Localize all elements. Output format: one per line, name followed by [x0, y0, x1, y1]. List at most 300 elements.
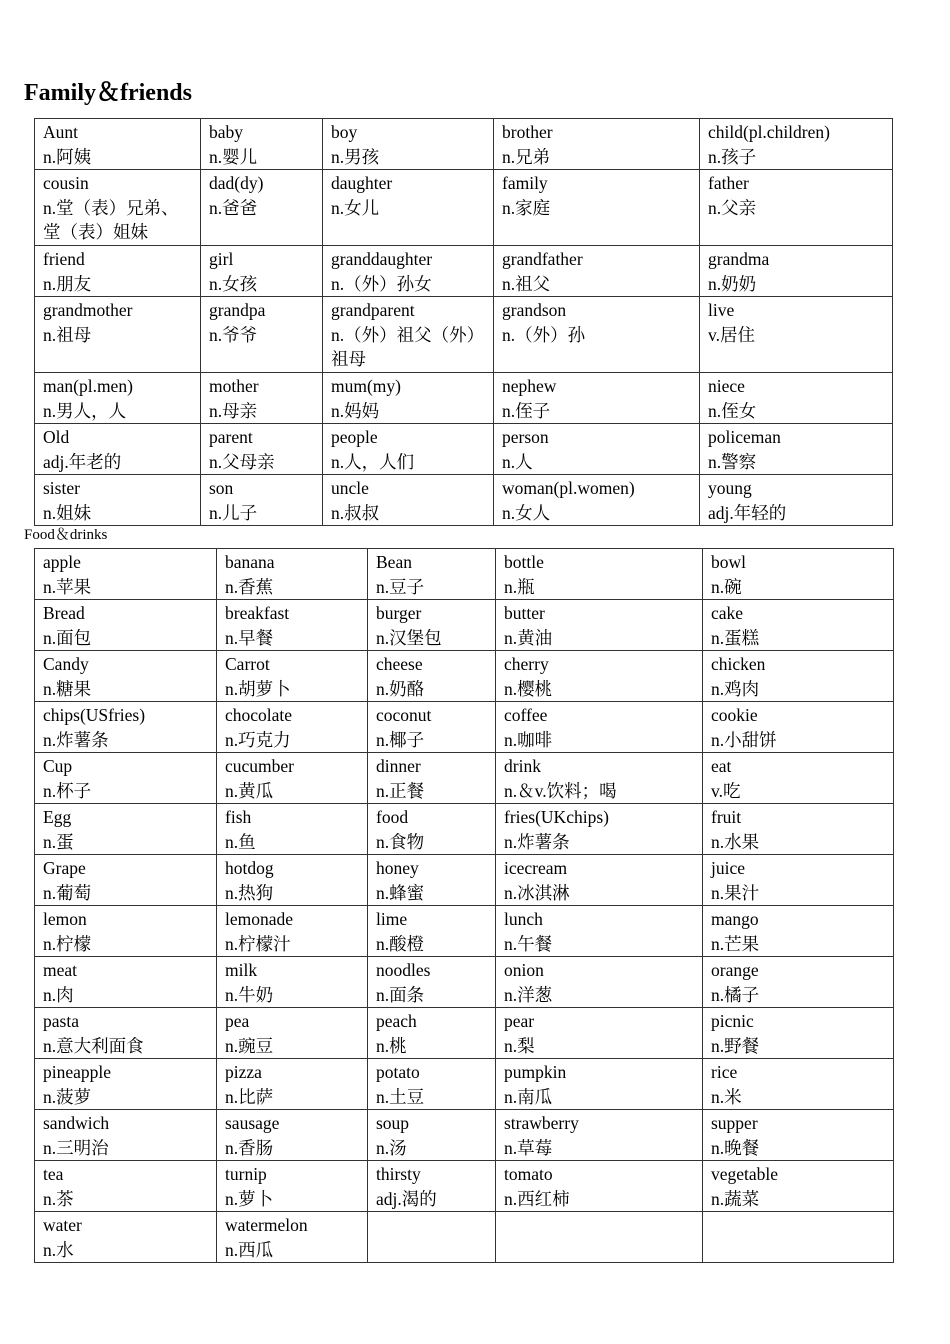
vocab-word: Cup [43, 756, 73, 776]
vocab-cell [217, 855, 368, 906]
vocab-word: honey [376, 858, 419, 878]
vocab-meaning: n.土豆 [376, 1086, 425, 1107]
food-section-title: Food＆drinks [24, 527, 108, 543]
vocab-meaning: n.米 [711, 1086, 742, 1107]
vocab-meaning: n.芒果 [711, 933, 760, 954]
vocab-meaning: n.黄油 [504, 627, 553, 648]
vocab-word: supper [711, 1113, 758, 1133]
vocab-meaning: n.阿姨 [43, 146, 92, 167]
table-row [35, 475, 893, 526]
vocab-cell [217, 651, 368, 702]
vocab-word: Old [43, 427, 70, 447]
vocab-word: mango [711, 909, 759, 929]
vocab-word: tomato [504, 1164, 553, 1184]
vocab-cell [217, 906, 368, 957]
vocab-meaning: n.（外）孙女 [331, 273, 432, 294]
vocab-meaning: n.肉 [43, 984, 74, 1005]
vocab-cell [35, 1110, 217, 1161]
vocab-meaning: n.酸橙 [376, 933, 425, 954]
vocab-meaning: n.儿子 [209, 502, 258, 523]
vocab-cell [703, 1008, 894, 1059]
table-row [35, 855, 894, 906]
vocab-meaning: adj.渴的 [376, 1188, 437, 1209]
family-section-title: Family＆friends [24, 80, 192, 106]
vocab-meaning: n.侄子 [502, 400, 551, 421]
vocab-meaning: n.父亲 [708, 197, 757, 218]
vocab-meaning: n.（外）祖父（外）祖母 [331, 324, 485, 369]
vocab-cell [35, 246, 201, 297]
vocab-meaning: n.苹果 [43, 576, 92, 597]
vocab-cell [703, 651, 894, 702]
vocab-word: coconut [376, 705, 432, 725]
vocab-meaning: n.蔬菜 [711, 1188, 760, 1209]
vocab-meaning: n.碗 [711, 576, 742, 597]
vocab-cell [201, 373, 323, 424]
vocab-cell [496, 1008, 703, 1059]
vocab-word: person [502, 427, 549, 447]
vocab-meaning: n.三明治 [43, 1137, 109, 1158]
vocab-word: live [708, 300, 735, 320]
vocab-cell [703, 753, 894, 804]
vocab-meaning: n.爷爷 [209, 324, 258, 345]
vocab-meaning: n.柠檬汁 [225, 933, 291, 954]
vocab-cell [368, 1110, 496, 1161]
vocab-cell [323, 170, 494, 246]
vocab-word: Bean [376, 552, 412, 572]
vocab-meaning: n.草莓 [504, 1137, 553, 1158]
vocab-meaning: n.正餐 [376, 780, 425, 801]
vocab-word: burger [376, 603, 422, 623]
vocab-cell [496, 1059, 703, 1110]
vocab-word: coffee [504, 705, 548, 725]
vocab-cell [35, 1008, 217, 1059]
vocab-cell [368, 957, 496, 1008]
vocab-cell [35, 1212, 217, 1263]
vocab-meaning: n.南瓜 [504, 1086, 553, 1107]
vocab-cell [217, 957, 368, 1008]
vocab-word: orange [711, 960, 759, 980]
vocab-meaning: n.梨 [504, 1035, 535, 1056]
vocab-meaning: n.面条 [376, 984, 425, 1005]
vocab-meaning: n.萝卜 [225, 1188, 274, 1209]
vocab-meaning: n.洋葱 [504, 984, 553, 1005]
vocab-cell [35, 1059, 217, 1110]
vocab-word: fish [225, 807, 252, 827]
vocab-meaning: n.小甜饼 [711, 729, 777, 750]
vocab-meaning: n.妈妈 [331, 400, 380, 421]
vocab-cell [494, 246, 700, 297]
vocab-cell [703, 1212, 894, 1263]
vocab-cell [496, 600, 703, 651]
vocab-cell [35, 753, 217, 804]
vocab-word: potato [376, 1062, 420, 1082]
vocab-cell [496, 702, 703, 753]
vocab-cell [703, 1059, 894, 1110]
vocab-cell [496, 651, 703, 702]
vocab-cell [368, 600, 496, 651]
vocab-cell [494, 424, 700, 475]
vocab-word: niece [708, 376, 745, 396]
vocab-meaning: v.吃 [711, 780, 741, 801]
vocab-meaning: n.西瓜 [225, 1239, 274, 1260]
vocab-meaning: n.祖父 [502, 273, 551, 294]
vocab-cell [368, 1161, 496, 1212]
vocab-word: dad(dy) [209, 173, 264, 193]
vocab-word: cake [711, 603, 744, 623]
vocab-meaning: n.鱼 [225, 831, 256, 852]
vocab-word: chicken [711, 654, 766, 674]
vocab-meaning: n.男孩 [331, 146, 380, 167]
vocab-meaning: n.咖啡 [504, 729, 553, 750]
vocab-word: baby [209, 122, 244, 142]
table-row [35, 957, 894, 1008]
vocab-word: bottle [504, 552, 544, 572]
vocab-meaning: n.午餐 [504, 933, 553, 954]
vocab-cell [700, 297, 893, 373]
vocab-word: son [209, 478, 234, 498]
vocab-word: grandson [502, 300, 567, 320]
vocab-word: grandpa [209, 300, 266, 320]
vocab-word: Egg [43, 807, 72, 827]
vocab-word: pasta [43, 1011, 79, 1031]
vocab-meaning: n.果汁 [711, 882, 760, 903]
vocab-meaning: n.野餐 [711, 1035, 760, 1056]
vocab-cell [700, 246, 893, 297]
vocab-word: noodles [376, 960, 431, 980]
vocab-meaning: n.女人 [502, 502, 551, 523]
vocab-cell [703, 855, 894, 906]
vocab-cell [217, 1212, 368, 1263]
table-row [35, 600, 894, 651]
vocab-cell [35, 804, 217, 855]
vocab-cell [494, 373, 700, 424]
vocab-cell [494, 119, 700, 170]
vocab-cell [201, 475, 323, 526]
vocab-meaning: n.柠檬 [43, 933, 92, 954]
vocab-word: sandwich [43, 1113, 110, 1133]
vocab-cell [368, 804, 496, 855]
vocab-meaning: n.晚餐 [711, 1137, 760, 1158]
vocab-cell [323, 246, 494, 297]
vocab-word: watermelon [225, 1215, 308, 1235]
vocab-word: cookie [711, 705, 758, 725]
vocab-word: grandmother [43, 300, 133, 320]
vocab-cell [703, 1161, 894, 1212]
vocab-meaning: n.奶奶 [708, 273, 757, 294]
vocab-meaning: n.比萨 [225, 1086, 274, 1107]
vocab-meaning: n.汤 [376, 1137, 407, 1158]
vocab-meaning: n.蜂蜜 [376, 882, 425, 903]
vocab-cell [323, 475, 494, 526]
vocab-cell [323, 297, 494, 373]
table-row [35, 1008, 894, 1059]
vocab-meaning: n.早餐 [225, 627, 274, 648]
vocab-word: water [43, 1215, 82, 1235]
vocab-word: man(pl.men) [43, 376, 133, 396]
vocab-meaning: n.香肠 [225, 1137, 274, 1158]
vocab-meaning: n.黄瓜 [225, 780, 274, 801]
vocab-meaning: v.居住 [708, 324, 755, 345]
vocab-word: thirsty [376, 1164, 421, 1184]
vocab-cell [217, 1161, 368, 1212]
table-row [35, 1161, 894, 1212]
vocab-meaning: n.爸爸 [209, 197, 258, 218]
vocab-word: woman(pl.women) [502, 478, 635, 498]
vocab-cell [35, 906, 217, 957]
vocab-meaning: n.葡萄 [43, 882, 92, 903]
vocab-word: icecream [504, 858, 568, 878]
vocab-word: meat [43, 960, 78, 980]
vocab-cell [496, 1110, 703, 1161]
vocab-meaning: n.孩子 [708, 146, 757, 167]
vocab-meaning: n.茶 [43, 1188, 74, 1209]
vocab-word: uncle [331, 478, 369, 498]
vocab-cell [496, 753, 703, 804]
vocab-word: cheese [376, 654, 423, 674]
vocab-cell [217, 600, 368, 651]
vocab-cell [494, 475, 700, 526]
vocab-cell [323, 119, 494, 170]
vocab-cell [496, 855, 703, 906]
vocab-word: banana [225, 552, 275, 572]
vocab-word: cherry [504, 654, 549, 674]
vocab-word: pineapple [43, 1062, 112, 1082]
table-row [35, 1059, 894, 1110]
vocab-cell [35, 475, 201, 526]
vocab-word: hotdog [225, 858, 274, 878]
vocab-cell [700, 475, 893, 526]
vocab-word: friend [43, 249, 85, 269]
table-row [35, 297, 893, 373]
vocab-meaning: n.侄女 [708, 400, 757, 421]
vocab-word: tea [43, 1164, 64, 1184]
table-row [35, 246, 893, 297]
vocab-word: grandparent [331, 300, 415, 320]
vocab-word: lemon [43, 909, 87, 929]
vocab-cell [494, 297, 700, 373]
vocab-cell [35, 957, 217, 1008]
vocab-cell [703, 702, 894, 753]
table-row [35, 906, 894, 957]
vocab-cell [323, 373, 494, 424]
vocab-word: sister [43, 478, 80, 498]
vocab-cell [368, 1212, 496, 1263]
table-row [35, 702, 894, 753]
vocab-meaning: n.炸薯条 [504, 831, 570, 852]
vocab-meaning: n.樱桃 [504, 678, 553, 699]
vocab-cell [496, 1161, 703, 1212]
vocab-word: fries(UKchips) [504, 807, 609, 827]
vocab-cell [703, 957, 894, 1008]
vocab-meaning: n.堂（表）兄弟、堂（表）姐妹 [43, 197, 179, 242]
vocab-cell [201, 246, 323, 297]
vocab-cell [703, 600, 894, 651]
vocab-meaning: n.婴儿 [209, 146, 258, 167]
vocab-word: pea [225, 1011, 250, 1031]
vocab-meaning: n.食物 [376, 831, 425, 852]
vocab-word: grandfather [502, 249, 583, 269]
vocab-word: turnip [225, 1164, 267, 1184]
vocab-cell [496, 804, 703, 855]
vocab-word: rice [711, 1062, 738, 1082]
vocab-cell [700, 373, 893, 424]
vocab-word: lime [376, 909, 408, 929]
vocab-cell [217, 804, 368, 855]
vocab-meaning: n.水 [43, 1239, 74, 1260]
vocab-word: Grape [43, 858, 86, 878]
vocab-cell [217, 1059, 368, 1110]
vocab-word: people [331, 427, 378, 447]
vocab-word: parent [209, 427, 253, 447]
vocab-cell [703, 906, 894, 957]
vocab-word: Candy [43, 654, 89, 674]
table-row [35, 1212, 894, 1263]
vocab-word: sausage [225, 1113, 280, 1133]
vocab-cell [217, 1008, 368, 1059]
vocab-word: onion [504, 960, 544, 980]
vocab-meaning: n.水果 [711, 831, 760, 852]
vocab-cell [35, 297, 201, 373]
vocab-meaning: n.鸡肉 [711, 678, 760, 699]
vocab-word: picnic [711, 1011, 754, 1031]
vocab-cell [703, 804, 894, 855]
vocab-word: Bread [43, 603, 85, 623]
vocab-word: mum(my) [331, 376, 401, 396]
vocab-word: butter [504, 603, 545, 623]
vocab-meaning: n.牛奶 [225, 984, 274, 1005]
vocab-meaning: n.糖果 [43, 678, 92, 699]
vocab-word: bowl [711, 552, 746, 572]
vocab-cell [703, 549, 894, 600]
vocab-word: cucumber [225, 756, 294, 776]
vocab-word: pizza [225, 1062, 262, 1082]
vocab-meaning: n.胡萝卜 [225, 678, 291, 699]
vocab-meaning: n.男人，人 [43, 400, 127, 421]
vocab-cell [496, 957, 703, 1008]
table-row [35, 170, 893, 246]
vocab-cell [368, 651, 496, 702]
vocab-word: Carrot [225, 654, 270, 674]
vocab-word: lunch [504, 909, 543, 929]
vocab-word: pear [504, 1011, 535, 1031]
vocab-meaning: n.警察 [708, 451, 757, 472]
vocab-cell [217, 753, 368, 804]
vocab-meaning: n.杯子 [43, 780, 92, 801]
vocab-cell [368, 1059, 496, 1110]
vocab-meaning: n.西红柿 [504, 1188, 570, 1209]
vocab-word: brother [502, 122, 553, 142]
vocab-cell [201, 170, 323, 246]
vocab-cell [35, 424, 201, 475]
vocab-cell [201, 297, 323, 373]
vocab-word: breakfast [225, 603, 290, 623]
vocab-word: drink [504, 756, 541, 776]
vocab-word: pumpkin [504, 1062, 567, 1082]
vocab-cell [368, 549, 496, 600]
vocab-word: family [502, 173, 548, 193]
vocab-meaning: adj.年轻的 [708, 502, 787, 523]
vocab-word: father [708, 173, 749, 193]
vocab-cell [368, 906, 496, 957]
vocab-meaning: n.豆子 [376, 576, 425, 597]
table-row [35, 753, 894, 804]
vocab-cell [323, 424, 494, 475]
vocab-word: soup [376, 1113, 410, 1133]
vocab-word: fruit [711, 807, 742, 827]
vocab-meaning: n.热狗 [225, 882, 274, 903]
vocab-meaning: n.蛋 [43, 831, 74, 852]
vocab-meaning: n.炸薯条 [43, 729, 109, 750]
vocab-meaning: n.（外）孙 [502, 324, 586, 345]
vocab-word: vegetable [711, 1164, 779, 1184]
vocab-cell [35, 373, 201, 424]
vocab-cell [700, 119, 893, 170]
vocab-cell [368, 1008, 496, 1059]
vocab-meaning: n.＆v.饮料；喝 [504, 780, 617, 801]
vocab-cell [217, 1110, 368, 1161]
vocab-cell [35, 1161, 217, 1212]
vocab-cell [201, 424, 323, 475]
vocab-cell [368, 753, 496, 804]
vocab-meaning: n.意大利面食 [43, 1035, 144, 1056]
vocab-word: chocolate [225, 705, 293, 725]
vocab-meaning: n.冰淇淋 [504, 882, 570, 903]
vocab-cell [35, 651, 217, 702]
vocab-meaning: n.汉堡包 [376, 627, 442, 648]
vocab-cell [496, 549, 703, 600]
vocab-word: peach [376, 1011, 417, 1031]
vocab-word: milk [225, 960, 258, 980]
vocab-word: apple [43, 552, 81, 572]
vocab-meaning: adj.年老的 [43, 451, 122, 472]
vocab-word: daughter [331, 173, 393, 193]
vocab-meaning: n.父母亲 [209, 451, 275, 472]
vocab-meaning: n.叔叔 [331, 502, 380, 523]
vocab-word: chips(USfries) [43, 705, 146, 725]
vocab-cell [700, 424, 893, 475]
vocab-word: cousin [43, 173, 89, 193]
vocab-word: Aunt [43, 122, 78, 142]
vocab-word: girl [209, 249, 234, 269]
vocab-meaning: n.人，人们 [331, 451, 415, 472]
vocab-word: child(pl.children) [708, 122, 830, 142]
vocab-meaning: n.香蕉 [225, 576, 274, 597]
vocab-meaning: n.豌豆 [225, 1035, 274, 1056]
table-row [35, 651, 894, 702]
vocab-word: boy [331, 122, 358, 142]
vocab-meaning: n.桃 [376, 1035, 407, 1056]
table-row [35, 804, 894, 855]
vocab-meaning: n.兄弟 [502, 146, 551, 167]
vocab-word: food [376, 807, 409, 827]
vocab-word: juice [711, 858, 746, 878]
vocab-meaning: n.面包 [43, 627, 92, 648]
vocab-meaning: n.女孩 [209, 273, 258, 294]
vocab-meaning: n.姐妹 [43, 502, 92, 523]
vocab-cell [217, 549, 368, 600]
vocab-cell [703, 1110, 894, 1161]
food-vocab-table [34, 548, 894, 1263]
vocab-meaning: n.蛋糕 [711, 627, 760, 648]
table-row [35, 119, 893, 170]
vocab-cell [35, 702, 217, 753]
vocab-meaning: n.菠萝 [43, 1086, 92, 1107]
vocab-word: lemonade [225, 909, 294, 929]
vocab-cell [201, 119, 323, 170]
vocab-meaning: n.女儿 [331, 197, 380, 218]
vocab-cell [35, 855, 217, 906]
vocab-meaning: n.家庭 [502, 197, 551, 218]
